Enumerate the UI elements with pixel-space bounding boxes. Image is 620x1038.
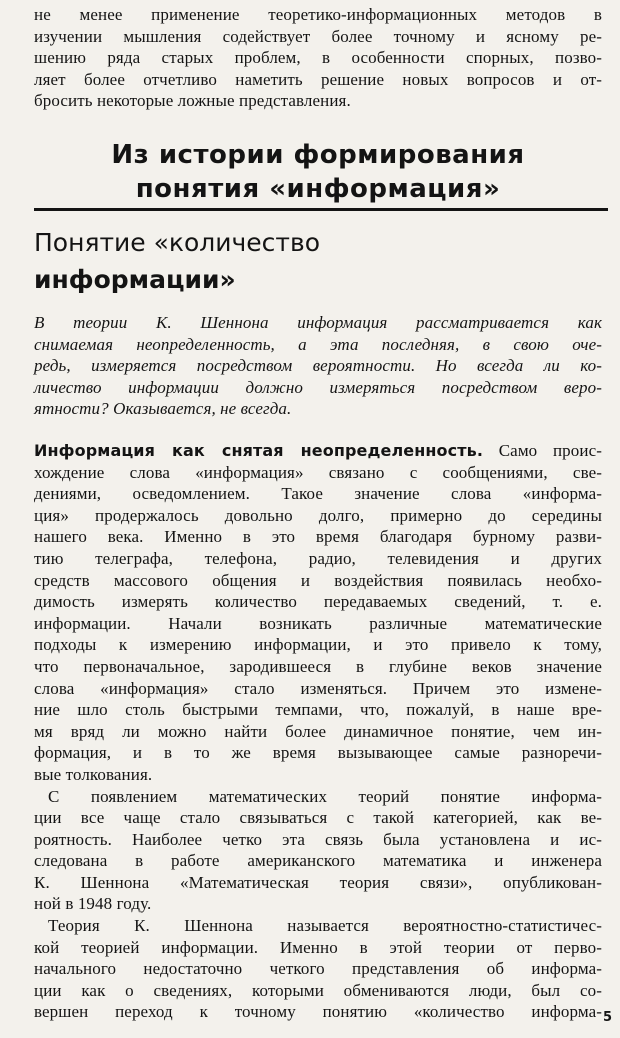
- text-line: В теории К. Шеннона информация рассматривается как: [34, 313, 602, 332]
- text-line: шению ряда старых проблем, в особенности спорных, позво-: [34, 48, 602, 68]
- text-line: ятности? Оказывается, не всегда.: [34, 399, 292, 419]
- text-line: редь, измеряется посредством вероятности. Но всегда ли ко-: [34, 356, 602, 376]
- text-line: вершен переход к точному понятию «количество информа-: [34, 1002, 602, 1022]
- text-line: К. Шеннона «Математическая теория связи», опубликован-: [34, 872, 602, 892]
- text-line: мя вряд ли можно найти более динамичное понятие, чем ин-: [34, 721, 602, 741]
- text-line: тию телеграфа, телефона, радио, телевидения и других: [34, 548, 602, 568]
- text-line: подходы к измерению информации, и это привело к тому,: [34, 635, 602, 655]
- text-line: роятность. Наиболее четко эта связь была установлена и ис-: [34, 829, 602, 849]
- section-divider: [34, 208, 608, 211]
- section-title: [34, 138, 602, 206]
- text-line: формация, и в то же время вызывающее самые разноречи-: [34, 743, 602, 763]
- lead-paragraph: [34, 312, 602, 420]
- run-in-heading: Информация как снятая неопределенность.: [34, 441, 484, 460]
- text-line: снимаемая неопределенность, а эта последняя, в свою оче-: [34, 334, 602, 354]
- text-line: Теория К. Шеннона называется вероятностно-статистичес-: [48, 916, 602, 936]
- text-line: дениями, осведомлением. Такое значение слова «информа-: [34, 484, 602, 504]
- text-line: информации. Начали возникать различные математические: [34, 613, 602, 633]
- text-line: изучении мышления содействует более точному и ясному ре-: [34, 26, 602, 46]
- section-title-line: понятия «информация»: [135, 174, 501, 204]
- text-line: кой теорией информации. Именно в этой теории от перво-: [34, 937, 602, 957]
- text-line: что первоначальное, зародившееся в глубине веков значение: [34, 656, 602, 676]
- text-line: бросить некоторые ложные представления.: [34, 91, 351, 111]
- text-line: ной в 1948 году.: [34, 894, 152, 914]
- subsection-title-line: Понятие «количество: [34, 228, 321, 257]
- text-line: личество информации должно измеряться посредством веро-: [34, 377, 602, 397]
- subsection-title-line: информации»: [34, 265, 236, 294]
- subsection-title: [34, 224, 320, 298]
- text-line: [34, 440, 602, 462]
- text-line: слова «информация» стало изменяться. Причем это измене-: [34, 678, 602, 698]
- text-line: ция» продержалось довольно долго, примерно до середины: [34, 505, 602, 525]
- text-line: средств массового общения и воздействия появилась необхо-: [34, 570, 602, 590]
- text-line: хождение слова «информация» связано с сообщениями, све-: [34, 462, 602, 482]
- text-line: ции все чаще стало связываться с такой категорией, как ве-: [34, 808, 602, 828]
- text-line: нашего века. Именно в это время благодаря бурному разви-: [34, 527, 602, 547]
- intro-paragraph: [34, 4, 602, 112]
- text-line: следована в работе американского математика и инженера: [34, 851, 602, 871]
- text-line: ляет более отчетливо наметить решение новых вопросов и от-: [34, 69, 602, 89]
- text-line: С появлением математических теорий понятие информа-: [48, 786, 602, 806]
- text-fragment: Само проис-: [498, 441, 602, 460]
- body-text: [34, 440, 602, 1023]
- text-line: не менее применение теоретико-информационных методов в: [34, 5, 602, 24]
- text-line: ции как о сведениях, которыми обмениваются люди, был со-: [34, 980, 602, 1000]
- page-number: 5: [602, 1010, 612, 1025]
- text-line: вые толкования.: [34, 764, 153, 784]
- text-line: начального недостаточно четкого представления об информа-: [34, 959, 602, 979]
- text-line: ние шло столь быстрыми темпами, что, пожалуй, в наше вре-: [34, 700, 602, 720]
- text-line: димость измерять количество передаваемых сведений, т. е.: [34, 592, 602, 612]
- section-title-line: Из истории формирования: [111, 140, 525, 170]
